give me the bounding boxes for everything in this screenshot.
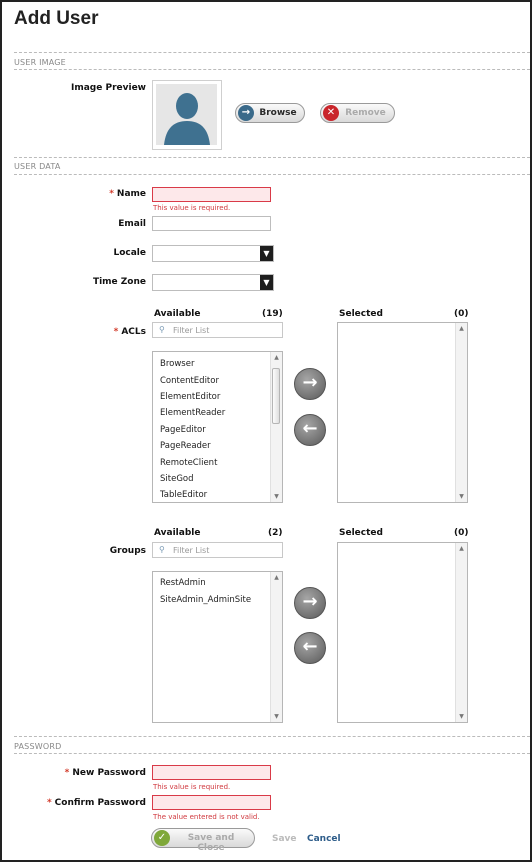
acls-selected-count: (0) [454,309,469,319]
scrollbar-thumb[interactable] [272,368,280,424]
list-item[interactable]: SiteAdmin_AdminSite [160,595,252,605]
list-item[interactable]: PageReader [160,441,211,451]
section-divider [14,52,530,53]
groups-selected-heading: Selected [339,528,383,538]
remove-group-button[interactable] [294,632,326,664]
groups-available-heading: Available [154,528,201,538]
email-field[interactable] [152,216,271,231]
acls-filter-placeholder: Filter List [173,326,210,335]
new-password-error: This value is required. [153,783,231,791]
user-data-section-title: USER DATA [14,162,61,171]
timezone-label: Time Zone [92,277,146,287]
groups-available-count: (2) [268,528,283,538]
locale-label: Locale [113,248,146,258]
search-icon: ⚲ [159,545,165,554]
section-divider [14,69,530,70]
scroll-up-icon[interactable]: ▲ [459,325,464,332]
user-image-section-title: USER IMAGE [14,58,66,67]
image-preview-label: Image Preview [71,83,146,93]
acls-label: * ACLs [113,327,146,337]
check-icon: ✓ [154,830,170,846]
close-icon: ✕ [323,105,339,121]
scroll-down-icon[interactable]: ▼ [274,493,279,500]
scroll-down-icon[interactable]: ▼ [459,713,464,720]
arrow-left-icon: ← [302,418,318,439]
scroll-up-icon[interactable]: ▲ [274,354,279,361]
add-acl-button[interactable] [294,368,326,400]
confirm-password-error: The value entered is not valid. [153,813,260,821]
groups-filter-placeholder: Filter List [173,546,210,555]
remove-button-label: Remove [345,108,386,118]
list-item[interactable]: SiteGod [160,474,194,484]
chevron-down-icon: ▼ [260,275,273,290]
list-item[interactable]: TableEditor [160,490,208,500]
arrow-left-icon: ← [302,636,318,657]
list-item[interactable]: PageEditor [160,425,206,435]
list-item[interactable]: Browser [160,359,195,369]
remove-button[interactable] [320,103,395,123]
list-item[interactable]: ElementReader [160,408,226,418]
acls-available-list[interactable] [152,351,283,503]
timezone-select[interactable] [152,274,274,291]
acls-filter-input[interactable] [152,322,283,338]
browse-button[interactable] [235,103,305,123]
save-and-close-button[interactable] [151,828,255,853]
scrollbar[interactable] [270,572,282,722]
section-divider [14,753,530,754]
name-field[interactable] [152,187,271,202]
page-title: Add User [14,8,99,29]
confirm-password-field[interactable] [152,795,271,810]
list-item[interactable]: RemoteClient [160,458,218,468]
image-preview [152,80,222,150]
section-divider [14,157,530,158]
cancel-link[interactable]: Cancel [307,834,341,844]
email-label: Email [118,219,146,229]
scrollbar[interactable] [455,543,467,722]
confirm-password-label: * Confirm Password [46,798,146,808]
scroll-up-icon[interactable]: ▲ [274,574,279,581]
groups-label: Groups [109,546,146,556]
remove-acl-button[interactable] [294,414,326,446]
name-error-message: This value is required. [153,204,231,212]
name-label: * Name [109,189,146,199]
acls-selected-heading: Selected [339,309,383,319]
save-link[interactable]: Save [272,834,297,844]
scrollbar[interactable] [455,323,467,502]
password-section-title: PASSWORD [14,742,62,751]
new-password-field[interactable] [152,765,271,780]
avatar-placeholder-icon [156,84,217,145]
scroll-up-icon[interactable]: ▲ [459,545,464,552]
new-password-label: * New Password [64,768,146,778]
browse-button-label: Browse [259,108,297,118]
chevron-down-icon: ▼ [260,246,273,261]
list-item[interactable]: RestAdmin [160,578,206,588]
arrow-right-icon: → [302,591,318,612]
add-group-button[interactable] [294,587,326,619]
list-item[interactable]: ContentEditor [160,376,219,386]
scroll-down-icon[interactable]: ▼ [274,713,279,720]
arrow-right-icon: → [302,372,318,393]
acls-available-count: (19) [262,309,283,319]
save-and-close-label: Save and Close [187,833,235,853]
scroll-down-icon[interactable]: ▼ [459,493,464,500]
groups-selected-list[interactable] [337,542,468,723]
locale-select[interactable] [152,245,274,262]
arrow-right-icon: → [238,105,254,121]
groups-available-list[interactable] [152,571,283,723]
scrollbar[interactable] [270,352,282,502]
groups-selected-count: (0) [454,528,469,538]
groups-filter-input[interactable] [152,542,283,558]
search-icon: ⚲ [159,325,165,334]
section-divider [14,174,530,175]
acls-selected-list[interactable] [337,322,468,503]
section-divider [14,736,530,737]
list-item[interactable]: ElementEditor [160,392,221,402]
acls-available-heading: Available [154,309,201,319]
